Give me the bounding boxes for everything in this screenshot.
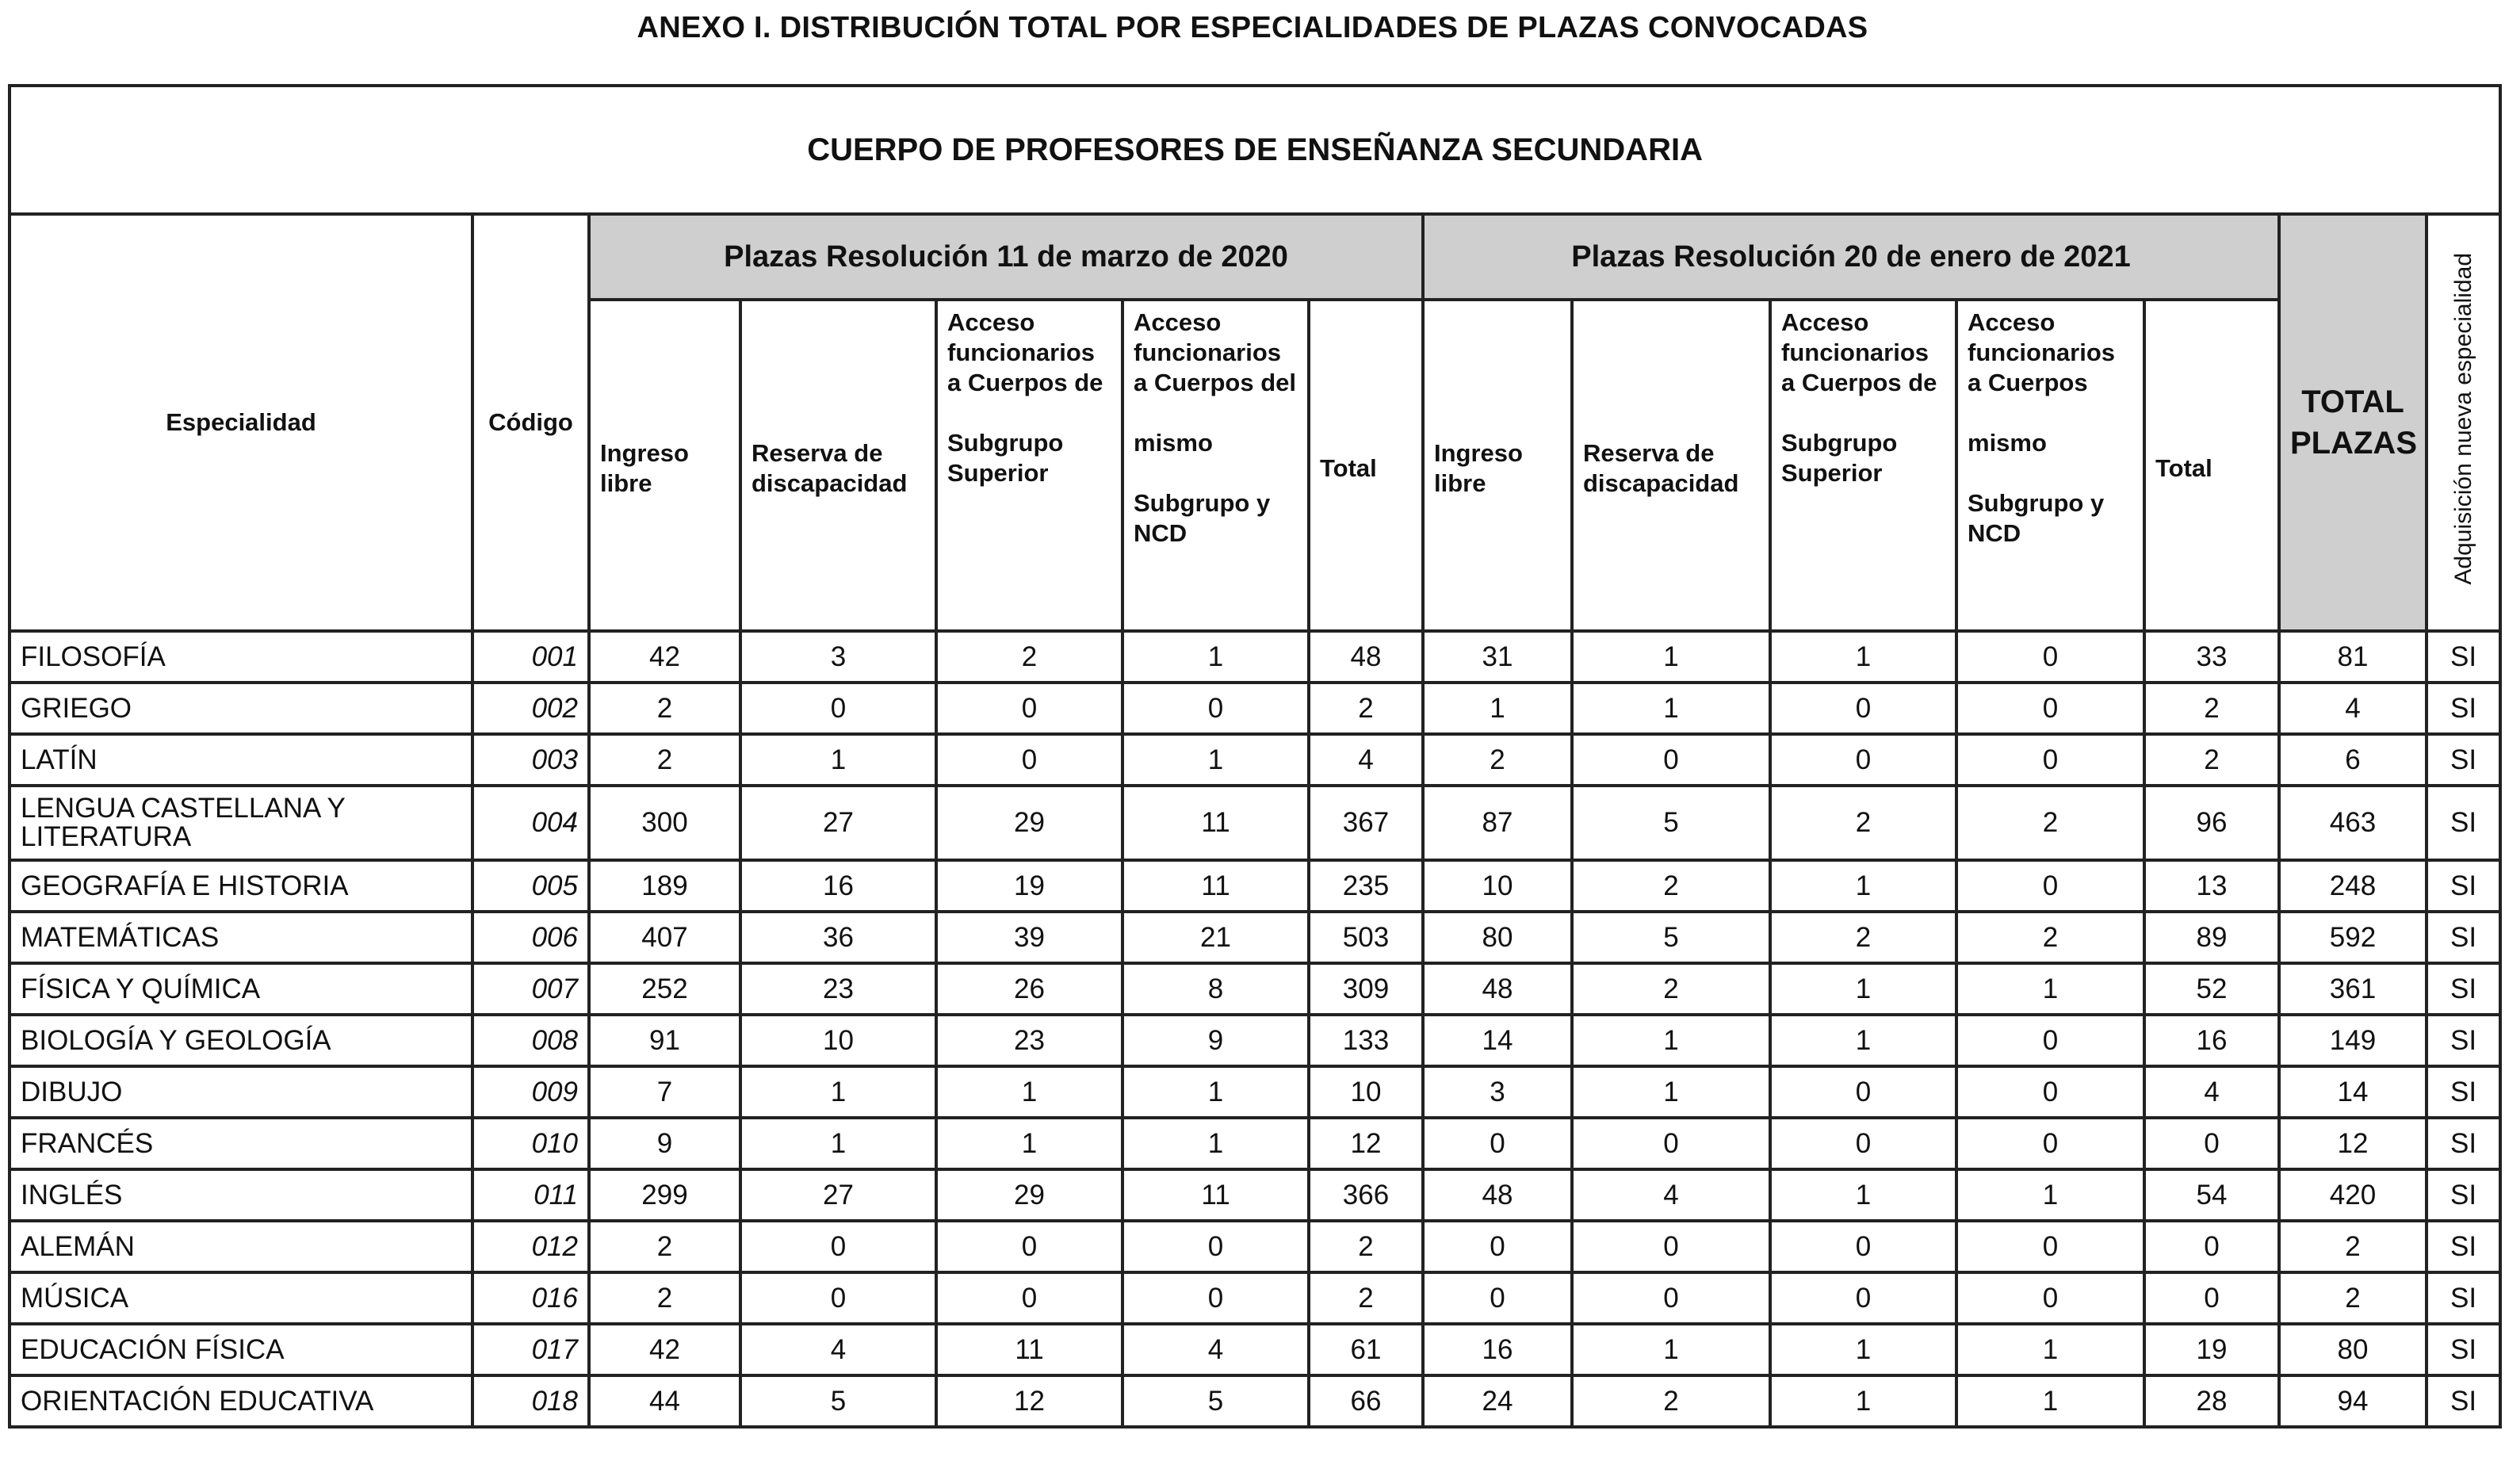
value-cell: 1 (936, 1066, 1122, 1118)
value-cell: 0 (1122, 1272, 1309, 1324)
header-total-2021: Total (2144, 300, 2279, 631)
especialidad-cell: GRIEGO (10, 683, 472, 734)
value-cell: 1 (1572, 683, 1770, 734)
value-cell: 0 (1770, 734, 1956, 786)
value-cell: 1 (740, 734, 936, 786)
value-cell: 5 (1572, 786, 1770, 860)
table-row (10, 963, 2500, 1015)
especialidad-cell: LATÍN (10, 734, 472, 786)
value-cell: 94 (2279, 1375, 2427, 1427)
label: Subgrupo y NCD (1968, 489, 2105, 547)
label: mismo (1134, 429, 1213, 457)
value-cell: 0 (936, 1221, 1122, 1272)
value-cell: 0 (1770, 1066, 1956, 1118)
value-cell: 14 (2279, 1066, 2427, 1118)
value-cell: 2 (1309, 1221, 1423, 1272)
especialidad-cell: ALEMÁN (10, 1221, 472, 1272)
especialidad-cell: FILOSOFÍA (10, 631, 472, 683)
value-cell: 1 (1572, 1066, 1770, 1118)
header-ingreso-libre-2021: Ingreso libre (1423, 300, 1572, 631)
table-row (10, 786, 2500, 860)
value-cell: 10 (1309, 1066, 1423, 1118)
especialidad-cell: FÍSICA Y QUÍMICA (10, 963, 472, 1015)
value-cell: 11 (1122, 860, 1309, 912)
label: Acceso funcionarios (1781, 308, 1929, 366)
header-codigo: Código (472, 214, 589, 631)
value-cell: 309 (1309, 963, 1423, 1015)
label: a Cuerpos del (1134, 369, 1296, 396)
value-cell: 2 (1770, 786, 1956, 860)
value-cell: 2 (936, 631, 1122, 683)
value-cell: 0 (1423, 1221, 1572, 1272)
value-cell: 5 (740, 1375, 936, 1427)
header-reserva-2020: Reserva de discapacidad (740, 300, 936, 631)
adquisicion-cell: SI (2427, 912, 2500, 963)
adquisicion-cell: SI (2427, 963, 2500, 1015)
value-cell: 2 (1770, 912, 1956, 963)
value-cell: 0 (1956, 1221, 2144, 1272)
value-cell: 0 (2144, 1272, 2279, 1324)
table-row (10, 1066, 2500, 1118)
especialidad-cell: FRANCÉS (10, 1118, 472, 1169)
value-cell: 300 (589, 786, 740, 860)
value-cell: 0 (1956, 1118, 2144, 1169)
value-cell: 1 (1122, 734, 1309, 786)
value-cell: 12 (2279, 1118, 2427, 1169)
codigo-cell: 010 (472, 1118, 589, 1169)
value-cell: 0 (1956, 1272, 2144, 1324)
value-cell: 9 (589, 1118, 740, 1169)
value-cell: 2 (589, 1272, 740, 1324)
value-cell: 81 (2279, 631, 2427, 683)
value-cell: 1 (1956, 1375, 2144, 1427)
value-cell: 29 (936, 786, 1122, 860)
value-cell: 29 (936, 1169, 1122, 1221)
table-row (10, 1169, 2500, 1221)
value-cell: 2 (1572, 860, 1770, 912)
adquisicion-cell: SI (2427, 1375, 2500, 1427)
value-cell: 66 (1309, 1375, 1423, 1427)
value-cell: 0 (1956, 631, 2144, 683)
codigo-cell: 012 (472, 1221, 589, 1272)
value-cell: 11 (1122, 786, 1309, 860)
value-cell: 48 (1423, 963, 1572, 1015)
value-cell: 189 (589, 860, 740, 912)
codigo-cell: 011 (472, 1169, 589, 1221)
especialidad-cell: LENGUA CASTELLANA Y LITERATURA (10, 786, 472, 860)
value-cell: 149 (2279, 1015, 2427, 1066)
label: Acceso funcionarios (947, 308, 1096, 366)
value-cell: 91 (589, 1015, 740, 1066)
value-cell: 2 (2279, 1221, 2427, 1272)
value-cell: 0 (1956, 734, 2144, 786)
value-cell: 0 (1770, 683, 1956, 734)
value-cell: 2 (589, 683, 740, 734)
value-cell: 0 (1122, 1221, 1309, 1272)
value-cell: 27 (740, 1169, 936, 1221)
value-cell: 5 (1572, 912, 1770, 963)
header-acceso-superior-2021 (1770, 300, 1956, 631)
table-row (10, 1272, 2500, 1324)
value-cell: 2 (1309, 683, 1423, 734)
value-cell: 1 (740, 1066, 936, 1118)
value-cell: 503 (1309, 912, 1423, 963)
value-cell: 31 (1423, 631, 1572, 683)
header-acceso-mismo-2020 (1122, 300, 1309, 631)
value-cell: 133 (1309, 1015, 1423, 1066)
value-cell: 4 (2144, 1066, 2279, 1118)
value-cell: 10 (1423, 860, 1572, 912)
codigo-cell: 006 (472, 912, 589, 963)
value-cell: 10 (740, 1015, 936, 1066)
table-row (10, 631, 2500, 683)
header-acceso-superior-2020 (936, 300, 1122, 631)
value-cell: 28 (2144, 1375, 2279, 1427)
table-row (10, 1118, 2500, 1169)
label: Subgrupo Superior (1781, 429, 1898, 487)
value-cell: 39 (936, 912, 1122, 963)
label: a Cuerpos (1968, 369, 2088, 396)
plazas-table (8, 84, 2502, 1429)
value-cell: 80 (2279, 1324, 2427, 1375)
value-cell: 6 (2279, 734, 2427, 786)
value-cell: 1 (1770, 963, 1956, 1015)
header-ingreso-libre-2020: Ingreso libre (589, 300, 740, 631)
value-cell: 0 (1956, 860, 2144, 912)
value-cell: 0 (1770, 1221, 1956, 1272)
value-cell: 0 (740, 1272, 936, 1324)
value-cell: 48 (1423, 1169, 1572, 1221)
codigo-cell: 016 (472, 1272, 589, 1324)
table-body (10, 631, 2500, 1427)
document-title: ANEXO I. DISTRIBUCIÓN TOTAL POR ESPECIALIDADES DE PLAZAS CONVOCADAS (637, 11, 1868, 44)
value-cell: 463 (2279, 786, 2427, 860)
value-cell: 1 (1956, 963, 2144, 1015)
label: Acceso funcionarios (1968, 308, 2116, 366)
value-cell: 1 (1423, 683, 1572, 734)
value-cell: 48 (1309, 631, 1423, 683)
table-row (10, 912, 2500, 963)
adquisicion-cell: SI (2427, 1324, 2500, 1375)
especialidad-cell: ORIENTACIÓN EDUCATIVA (10, 1375, 472, 1427)
value-cell: 0 (1572, 1221, 1770, 1272)
codigo-cell: 017 (472, 1324, 589, 1375)
header-total-2020: Total (1309, 300, 1423, 631)
value-cell: 11 (1122, 1169, 1309, 1221)
value-cell: 4 (740, 1324, 936, 1375)
value-cell: 2 (2144, 683, 2279, 734)
label: mismo (1968, 429, 2047, 457)
value-cell: 16 (1423, 1324, 1572, 1375)
value-cell: 0 (1423, 1272, 1572, 1324)
value-cell: 1 (1770, 1375, 1956, 1427)
header-reserva-2021: Reserva de discapacidad (1572, 300, 1770, 631)
especialidad-cell: DIBUJO (10, 1066, 472, 1118)
value-cell: 96 (2144, 786, 2279, 860)
value-cell: 420 (2279, 1169, 2427, 1221)
adquisicion-cell: SI (2427, 683, 2500, 734)
value-cell: 0 (936, 734, 1122, 786)
especialidad-cell: GEOGRAFÍA E HISTORIA (10, 860, 472, 912)
value-cell: 0 (1956, 1066, 2144, 1118)
value-cell: 2 (1572, 963, 1770, 1015)
value-cell: 12 (1309, 1118, 1423, 1169)
value-cell: 2 (2144, 734, 2279, 786)
label: a Cuerpos de (1781, 369, 1937, 396)
header-group-2020: Plazas Resolución 11 de marzo de 2020 (589, 214, 1423, 300)
codigo-cell: 005 (472, 860, 589, 912)
value-cell: 4 (2279, 683, 2427, 734)
value-cell: 11 (936, 1324, 1122, 1375)
label: a Cuerpos de (947, 369, 1103, 396)
value-cell: 44 (589, 1375, 740, 1427)
adquisicion-cell: SI (2427, 786, 2500, 860)
adquisicion-cell: SI (2427, 1015, 2500, 1066)
value-cell: 61 (1309, 1324, 1423, 1375)
especialidad-cell: BIOLOGÍA Y GEOLOGÍA (10, 1015, 472, 1066)
value-cell: 26 (936, 963, 1122, 1015)
adquisicion-cell: SI (2427, 631, 2500, 683)
value-cell: 3 (1423, 1066, 1572, 1118)
value-cell: 36 (740, 912, 936, 963)
table-row (10, 860, 2500, 912)
value-cell: 23 (936, 1015, 1122, 1066)
header-adquisicion-label: Adquisición nueva especialidad (2450, 253, 2476, 585)
header-total-plazas: TOTAL PLAZAS (2279, 214, 2427, 631)
value-cell: 27 (740, 786, 936, 860)
value-cell: 9 (1122, 1015, 1309, 1066)
table-row (10, 683, 2500, 734)
header-especialidad: Especialidad (10, 214, 472, 631)
value-cell: 367 (1309, 786, 1423, 860)
value-cell: 0 (2144, 1118, 2279, 1169)
value-cell: 0 (740, 683, 936, 734)
adquisicion-cell: SI (2427, 1272, 2500, 1324)
value-cell: 16 (740, 860, 936, 912)
value-cell: 1 (1956, 1169, 2144, 1221)
table-row (10, 1221, 2500, 1272)
codigo-cell: 004 (472, 786, 589, 860)
header-adquisicion (2427, 214, 2500, 631)
codigo-cell: 008 (472, 1015, 589, 1066)
codigo-cell: 018 (472, 1375, 589, 1427)
adquisicion-cell: SI (2427, 1066, 2500, 1118)
value-cell: 24 (1423, 1375, 1572, 1427)
value-cell: 1 (1122, 1118, 1309, 1169)
value-cell: 407 (589, 912, 740, 963)
adquisicion-cell: SI (2427, 1169, 2500, 1221)
value-cell: 7 (589, 1066, 740, 1118)
value-cell: 2 (2279, 1272, 2427, 1324)
value-cell: 1 (1770, 860, 1956, 912)
value-cell: 366 (1309, 1169, 1423, 1221)
value-cell: 87 (1423, 786, 1572, 860)
codigo-cell: 003 (472, 734, 589, 786)
table-row (10, 1375, 2500, 1427)
value-cell: 4 (1572, 1169, 1770, 1221)
especialidad-cell: MATEMÁTICAS (10, 912, 472, 963)
value-cell: 0 (936, 1272, 1122, 1324)
adquisicion-cell: SI (2427, 1118, 2500, 1169)
value-cell: 299 (589, 1169, 740, 1221)
codigo-cell: 002 (472, 683, 589, 734)
value-cell: 80 (1423, 912, 1572, 963)
value-cell: 4 (1309, 734, 1423, 786)
value-cell: 0 (1956, 683, 2144, 734)
value-cell: 0 (1956, 1015, 2144, 1066)
table-row (10, 1324, 2500, 1375)
label: Subgrupo Superior (947, 429, 1064, 487)
value-cell: 252 (589, 963, 740, 1015)
value-cell: 0 (1770, 1272, 1956, 1324)
value-cell: 1 (1770, 631, 1956, 683)
section-title: CUERPO DE PROFESORES DE ENSEÑANZA SECUNDARIA (10, 86, 2500, 214)
value-cell: 1 (1122, 1066, 1309, 1118)
value-cell: 0 (1572, 1118, 1770, 1169)
value-cell: 52 (2144, 963, 2279, 1015)
value-cell: 1 (1770, 1169, 1956, 1221)
value-cell: 592 (2279, 912, 2427, 963)
adquisicion-cell: SI (2427, 734, 2500, 786)
value-cell: 19 (936, 860, 1122, 912)
value-cell: 1 (1572, 631, 1770, 683)
value-cell: 0 (740, 1221, 936, 1272)
value-cell: 2 (589, 734, 740, 786)
value-cell: 235 (1309, 860, 1423, 912)
value-cell: 2 (1309, 1272, 1423, 1324)
value-cell: 1 (1122, 631, 1309, 683)
codigo-cell: 007 (472, 963, 589, 1015)
value-cell: 361 (2279, 963, 2427, 1015)
value-cell: 1 (740, 1118, 936, 1169)
value-cell: 0 (1122, 683, 1309, 734)
especialidad-cell: EDUCACIÓN FÍSICA (10, 1324, 472, 1375)
value-cell: 1 (1956, 1324, 2144, 1375)
value-cell: 42 (589, 1324, 740, 1375)
table-row (10, 1015, 2500, 1066)
especialidad-cell: INGLÉS (10, 1169, 472, 1221)
value-cell: 3 (740, 631, 936, 683)
value-cell: 1 (1572, 1324, 1770, 1375)
value-cell: 5 (1122, 1375, 1309, 1427)
value-cell: 8 (1122, 963, 1309, 1015)
value-cell: 0 (1770, 1118, 1956, 1169)
value-cell: 2 (1423, 734, 1572, 786)
value-cell: 0 (1572, 1272, 1770, 1324)
codigo-cell: 001 (472, 631, 589, 683)
value-cell: 2 (1956, 912, 2144, 963)
label: Acceso funcionarios (1134, 308, 1282, 366)
value-cell: 33 (2144, 631, 2279, 683)
value-cell: 0 (2144, 1221, 2279, 1272)
value-cell: 21 (1122, 912, 1309, 963)
table-row (10, 734, 2500, 786)
value-cell: 13 (2144, 860, 2279, 912)
header-group-2021: Plazas Resolución 20 de enero de 2021 (1423, 214, 2279, 300)
value-cell: 2 (589, 1221, 740, 1272)
label: Subgrupo y NCD (1134, 489, 1271, 547)
value-cell: 1 (936, 1118, 1122, 1169)
value-cell: 54 (2144, 1169, 2279, 1221)
adquisicion-cell: SI (2427, 1221, 2500, 1272)
value-cell: 89 (2144, 912, 2279, 963)
value-cell: 14 (1423, 1015, 1572, 1066)
value-cell: 2 (1572, 1375, 1770, 1427)
value-cell: 0 (936, 683, 1122, 734)
value-cell: 0 (1423, 1118, 1572, 1169)
value-cell: 1 (1770, 1015, 1956, 1066)
value-cell: 16 (2144, 1015, 2279, 1066)
value-cell: 1 (1572, 1015, 1770, 1066)
value-cell: 248 (2279, 860, 2427, 912)
value-cell: 23 (740, 963, 936, 1015)
value-cell: 12 (936, 1375, 1122, 1427)
value-cell: 2 (1956, 786, 2144, 860)
header-acceso-mismo-2021 (1956, 300, 2144, 631)
value-cell: 19 (2144, 1324, 2279, 1375)
value-cell: 42 (589, 631, 740, 683)
value-cell: 0 (1572, 734, 1770, 786)
codigo-cell: 009 (472, 1066, 589, 1118)
especialidad-cell: MÚSICA (10, 1272, 472, 1324)
adquisicion-cell: SI (2427, 860, 2500, 912)
value-cell: 4 (1122, 1324, 1309, 1375)
value-cell: 1 (1770, 1324, 1956, 1375)
